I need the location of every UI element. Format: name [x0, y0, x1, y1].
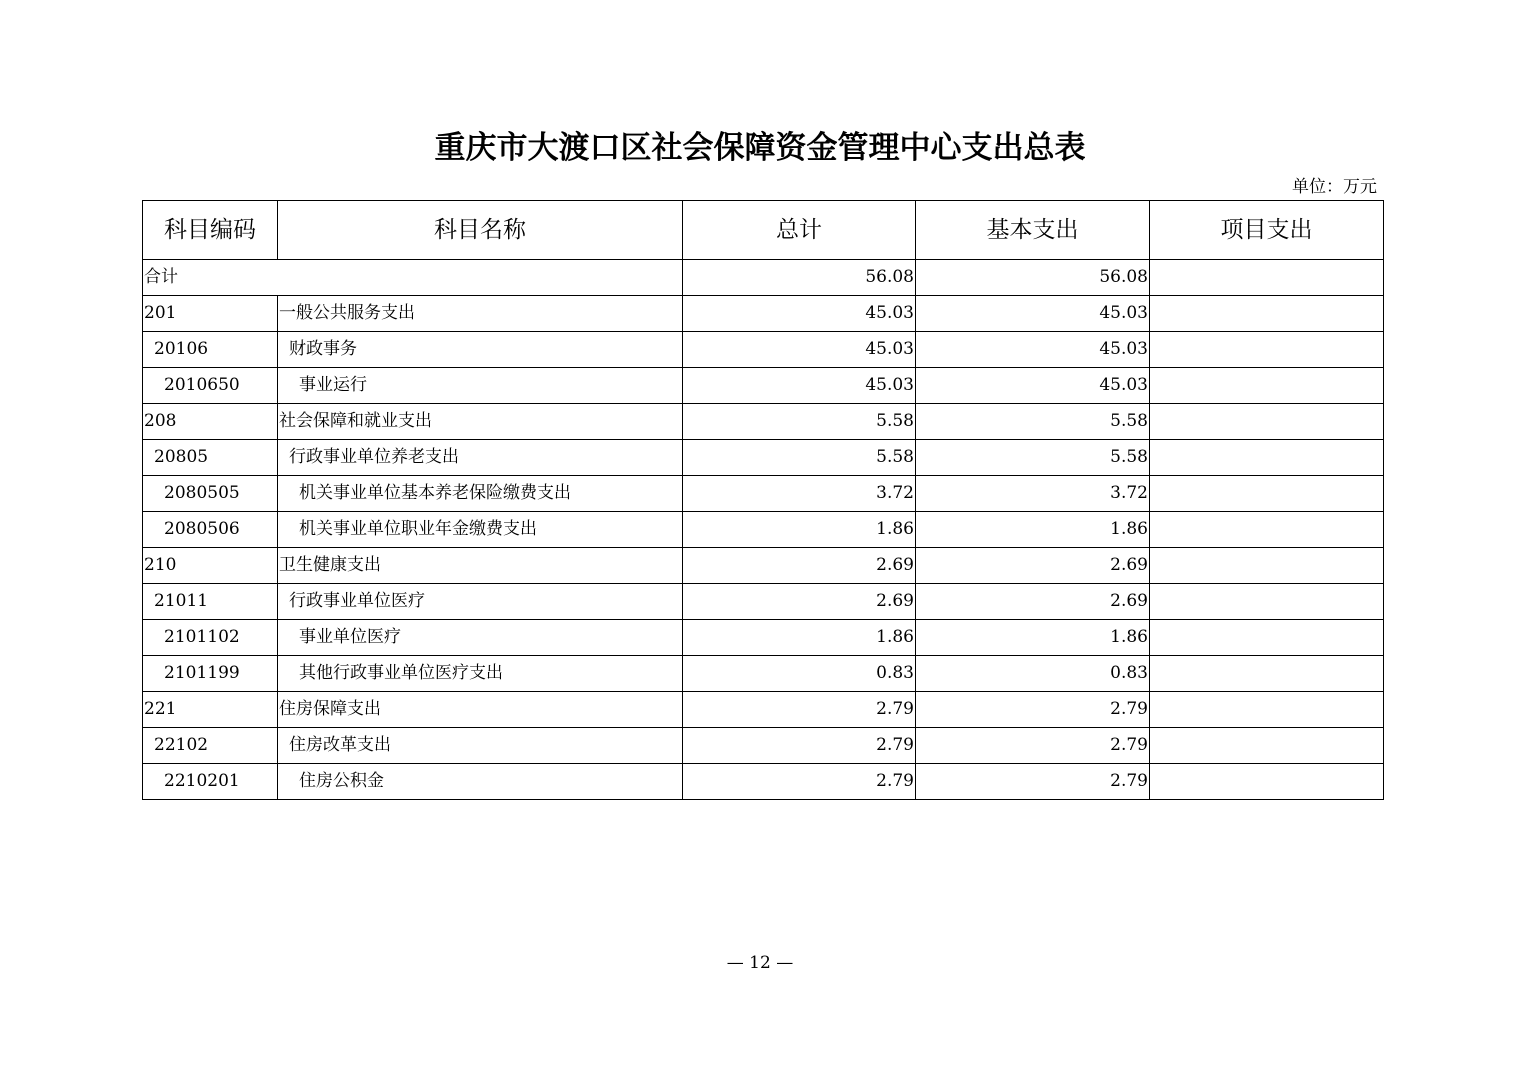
- cell-code: 2101102: [143, 620, 278, 656]
- cell-project: [1150, 620, 1384, 656]
- cell-total: 0.83: [683, 656, 916, 692]
- table-row: [143, 620, 1384, 656]
- cell-code: 2080505: [143, 476, 278, 512]
- total-label: 合计: [143, 260, 683, 296]
- cell-project: [1150, 476, 1384, 512]
- total-total: 56.08: [683, 260, 916, 296]
- cell-total: 2.69: [683, 584, 916, 620]
- cell-code: 2101199: [143, 656, 278, 692]
- cell-code: 2080506: [143, 512, 278, 548]
- table-row: [143, 440, 1384, 476]
- cell-basic: 5.58: [916, 404, 1150, 440]
- unit-label: 单位：万元: [1292, 177, 1377, 197]
- cell-name: 卫生健康支出: [278, 548, 683, 584]
- cell-project: [1150, 692, 1384, 728]
- cell-code: 208: [143, 404, 278, 440]
- cell-code: 20106: [143, 332, 278, 368]
- cell-project: [1150, 584, 1384, 620]
- cell-code: 2010650: [143, 368, 278, 404]
- cell-name: 机关事业单位职业年金缴费支出: [278, 512, 683, 548]
- cell-project: [1150, 404, 1384, 440]
- cell-project: [1150, 440, 1384, 476]
- cell-project: [1150, 656, 1384, 692]
- cell-name: 事业运行: [278, 368, 683, 404]
- cell-basic: 5.58: [916, 440, 1150, 476]
- total-project: [1150, 260, 1384, 296]
- table-row: [143, 656, 1384, 692]
- header-code: 科目编码: [143, 201, 278, 260]
- cell-name: 住房改革支出: [278, 728, 683, 764]
- cell-project: [1150, 728, 1384, 764]
- table-row: [143, 296, 1384, 332]
- cell-code: 2210201: [143, 764, 278, 800]
- cell-total: 2.79: [683, 692, 916, 728]
- cell-basic: 2.69: [916, 548, 1150, 584]
- cell-total: 3.72: [683, 476, 916, 512]
- cell-total: 45.03: [683, 296, 916, 332]
- table-row: [143, 548, 1384, 584]
- cell-project: [1150, 368, 1384, 404]
- cell-project: [1150, 332, 1384, 368]
- cell-name: 行政事业单位养老支出: [278, 440, 683, 476]
- header-project: 项目支出: [1150, 201, 1384, 260]
- table-row: [143, 368, 1384, 404]
- header-name: 科目名称: [278, 201, 683, 260]
- cell-code: 22102: [143, 728, 278, 764]
- header-basic: 基本支出: [916, 201, 1150, 260]
- cell-name: 其他行政事业单位医疗支出: [278, 656, 683, 692]
- cell-project: [1150, 764, 1384, 800]
- total-basic: 56.08: [916, 260, 1150, 296]
- cell-code: 210: [143, 548, 278, 584]
- page-number: — 12 —: [726, 953, 794, 973]
- table-row: [143, 692, 1384, 728]
- table-row: [143, 404, 1384, 440]
- cell-basic: 1.86: [916, 512, 1150, 548]
- cell-basic: 45.03: [916, 296, 1150, 332]
- cell-total: 45.03: [683, 368, 916, 404]
- table-row: [143, 728, 1384, 764]
- cell-total: 5.58: [683, 404, 916, 440]
- cell-name: 机关事业单位基本养老保险缴费支出: [278, 476, 683, 512]
- table-row: [143, 764, 1384, 800]
- cell-name: 住房公积金: [278, 764, 683, 800]
- expense-table: [142, 200, 1384, 800]
- cell-code: 21011: [143, 584, 278, 620]
- cell-code: 201: [143, 296, 278, 332]
- cell-total: 2.79: [683, 728, 916, 764]
- cell-basic: 2.79: [916, 764, 1150, 800]
- cell-code: 20805: [143, 440, 278, 476]
- total-row: [143, 260, 1384, 296]
- cell-basic: 0.83: [916, 656, 1150, 692]
- cell-name: 事业单位医疗: [278, 620, 683, 656]
- cell-name: 财政事务: [278, 332, 683, 368]
- table-row: [143, 512, 1384, 548]
- cell-total: 1.86: [683, 512, 916, 548]
- cell-basic: 1.86: [916, 620, 1150, 656]
- cell-project: [1150, 512, 1384, 548]
- table-header-row: [143, 201, 1384, 260]
- page-title: 重庆市大渡口区社会保障资金管理中心支出总表: [434, 130, 1086, 166]
- header-total: 总计: [683, 201, 916, 260]
- cell-total: 1.86: [683, 620, 916, 656]
- cell-basic: 45.03: [916, 368, 1150, 404]
- table-row: [143, 476, 1384, 512]
- table-row: [143, 584, 1384, 620]
- cell-total: 2.79: [683, 764, 916, 800]
- cell-name: 行政事业单位医疗: [278, 584, 683, 620]
- cell-basic: 2.79: [916, 692, 1150, 728]
- cell-total: 45.03: [683, 332, 916, 368]
- cell-total: 2.69: [683, 548, 916, 584]
- cell-basic: 3.72: [916, 476, 1150, 512]
- cell-total: 5.58: [683, 440, 916, 476]
- cell-name: 住房保障支出: [278, 692, 683, 728]
- cell-name: 社会保障和就业支出: [278, 404, 683, 440]
- cell-name: 一般公共服务支出: [278, 296, 683, 332]
- cell-project: [1150, 548, 1384, 584]
- cell-basic: 2.69: [916, 584, 1150, 620]
- cell-basic: 45.03: [916, 332, 1150, 368]
- cell-code: 221: [143, 692, 278, 728]
- cell-basic: 2.79: [916, 728, 1150, 764]
- table-row: [143, 332, 1384, 368]
- cell-project: [1150, 296, 1384, 332]
